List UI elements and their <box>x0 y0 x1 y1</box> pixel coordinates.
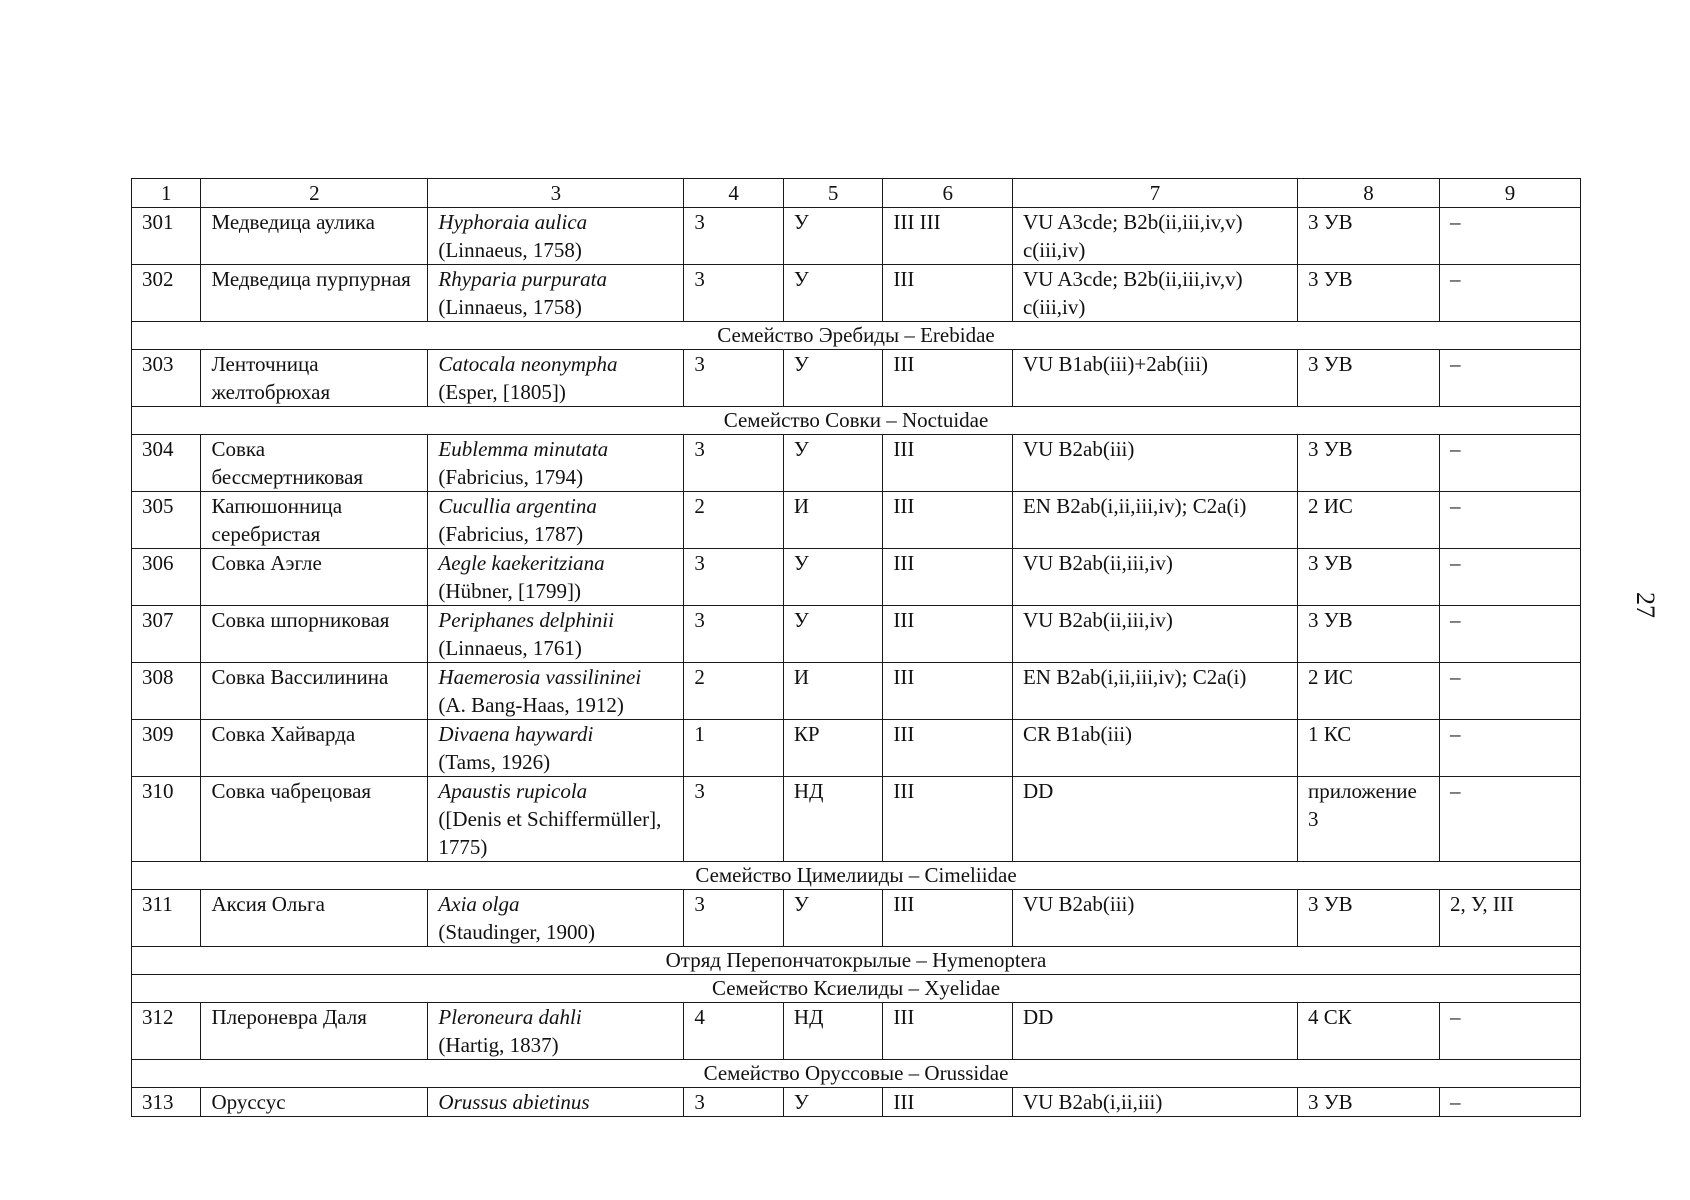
federal-status-cell: – <box>1439 1003 1580 1060</box>
column-number-cell: 7 <box>1012 179 1297 208</box>
column-number-cell: 5 <box>783 179 883 208</box>
table-row <box>132 663 1581 720</box>
rarity-class-cell: 3 УВ <box>1298 606 1440 663</box>
rarity-class-cell: 3 УВ <box>1298 890 1440 947</box>
table-row <box>132 435 1581 492</box>
status-cell: НД <box>783 1003 883 1060</box>
species-author: ([Denis et Schiffermüller], 1775) <box>438 807 662 859</box>
latin-species-name: Pleroneura dahli <box>438 1005 582 1029</box>
species-author: (Hübner, [1799]) <box>438 579 582 603</box>
rarity-class-cell: 2 ИС <box>1298 492 1440 549</box>
table-row <box>132 350 1581 407</box>
row-number: 310 <box>132 777 201 862</box>
latin-species-name: Haemerosia vassilininei <box>438 665 642 689</box>
column-number-row <box>132 179 1581 208</box>
category-cell: 2 <box>684 492 784 549</box>
category-cell: 2 <box>684 663 784 720</box>
latin-species-name: Hyphoraia aulica <box>438 210 588 234</box>
taxon-group-row <box>132 407 1581 435</box>
taxon-group-title: Семейство Ксиелиды – Xyelidae <box>132 975 1581 1003</box>
taxon-group-row <box>132 947 1581 975</box>
priority-cell: III <box>883 435 1013 492</box>
priority-cell: III <box>883 663 1013 720</box>
iucn-criteria-cell: VU B1ab(iii)+2ab(iii) <box>1012 350 1297 407</box>
iucn-criteria-cell: DD <box>1012 1003 1297 1060</box>
row-number: 312 <box>132 1003 201 1060</box>
species-author: (Esper, [1805]) <box>438 380 566 404</box>
rarity-class-cell: 2 ИС <box>1298 663 1440 720</box>
priority-cell: III <box>883 1088 1013 1117</box>
federal-status-cell: – <box>1439 208 1580 265</box>
latin-species-name: Cucullia argentina <box>438 494 597 518</box>
column-number-cell: 2 <box>201 179 428 208</box>
column-number-cell: 6 <box>883 179 1013 208</box>
russian-name: Капюшонница серебристая <box>201 492 428 549</box>
category-cell: 3 <box>684 1088 784 1117</box>
category-cell: 1 <box>684 720 784 777</box>
status-cell: У <box>783 606 883 663</box>
taxon-group-title: Семейство Оруссовые – Orussidae <box>132 1060 1581 1088</box>
category-cell: 3 <box>684 606 784 663</box>
russian-name: Медведица пурпурная <box>201 265 428 322</box>
iucn-criteria-cell: VU B2ab(iii) <box>1012 435 1297 492</box>
federal-status-cell: – <box>1439 265 1580 322</box>
row-number: 305 <box>132 492 201 549</box>
table-row <box>132 492 1581 549</box>
column-number-cell: 3 <box>428 179 684 208</box>
priority-cell: III III <box>883 208 1013 265</box>
latin-name-cell <box>428 1003 684 1060</box>
priority-cell: III <box>883 777 1013 862</box>
russian-name: Аксия Ольга <box>201 890 428 947</box>
row-number: 309 <box>132 720 201 777</box>
latin-species-name: Eublemma minutata <box>438 437 609 461</box>
federal-status-cell: – <box>1439 492 1580 549</box>
status-cell: У <box>783 890 883 947</box>
species-author: (Tams, 1926) <box>438 750 551 774</box>
table-row <box>132 777 1581 862</box>
table-row <box>132 1088 1581 1117</box>
latin-name-cell <box>428 777 684 862</box>
federal-status-cell: – <box>1439 1088 1580 1117</box>
table-body <box>132 179 1581 1117</box>
latin-name-cell <box>428 265 684 322</box>
status-cell: У <box>783 265 883 322</box>
latin-species-name: Catocala neonympha <box>438 352 618 376</box>
rarity-class-cell: приложение 3 <box>1298 777 1440 862</box>
federal-status-cell: – <box>1439 350 1580 407</box>
rarity-class-cell: 3 УВ <box>1298 435 1440 492</box>
latin-name-cell <box>428 492 684 549</box>
iucn-criteria-cell: CR B1ab(iii) <box>1012 720 1297 777</box>
species-author: (Linnaeus, 1761) <box>438 636 582 660</box>
rarity-class-cell: 3 УВ <box>1298 1088 1440 1117</box>
column-number-cell: 1 <box>132 179 201 208</box>
rarity-class-cell: 1 КС <box>1298 720 1440 777</box>
taxon-group-row <box>132 1060 1581 1088</box>
table-row <box>132 208 1581 265</box>
russian-name: Совка Аэгле <box>201 549 428 606</box>
column-number-cell: 8 <box>1298 179 1440 208</box>
rarity-class-cell: 4 СК <box>1298 1003 1440 1060</box>
federal-status-cell: – <box>1439 720 1580 777</box>
priority-cell: III <box>883 1003 1013 1060</box>
latin-species-name: Aegle kaekeritziana <box>438 551 605 575</box>
federal-status-cell: – <box>1439 606 1580 663</box>
russian-name: Совка бессмертниковая <box>201 435 428 492</box>
russian-name: Совка чабрецовая <box>201 777 428 862</box>
latin-species-name: Apaustis rupicola <box>438 779 588 803</box>
latin-species-name: Orussus abietinus <box>438 1090 590 1114</box>
row-number: 307 <box>132 606 201 663</box>
priority-cell: III <box>883 890 1013 947</box>
category-cell: 3 <box>684 435 784 492</box>
latin-name-cell <box>428 606 684 663</box>
table-row <box>132 265 1581 322</box>
taxon-group-row <box>132 862 1581 890</box>
category-cell: 3 <box>684 208 784 265</box>
taxon-group-row <box>132 322 1581 350</box>
priority-cell: III <box>883 350 1013 407</box>
iucn-criteria-cell: VU B2ab(ii,iii,iv) <box>1012 606 1297 663</box>
priority-cell: III <box>883 720 1013 777</box>
federal-status-cell: – <box>1439 435 1580 492</box>
species-author: (Fabricius, 1794) <box>438 465 584 489</box>
status-cell: У <box>783 350 883 407</box>
category-cell: 3 <box>684 265 784 322</box>
russian-name: Оруссус <box>201 1088 428 1117</box>
latin-name-cell <box>428 208 684 265</box>
row-number: 306 <box>132 549 201 606</box>
table-row <box>132 606 1581 663</box>
rarity-class-cell: 3 УВ <box>1298 208 1440 265</box>
latin-name-cell <box>428 435 684 492</box>
taxon-group-row <box>132 975 1581 1003</box>
category-cell: 3 <box>684 777 784 862</box>
table-row <box>132 890 1581 947</box>
rarity-class-cell: 3 УВ <box>1298 350 1440 407</box>
federal-status-cell: 2, У, III <box>1439 890 1580 947</box>
species-author: (Staudinger, 1900) <box>438 920 596 944</box>
table-row <box>132 549 1581 606</box>
column-number-cell: 4 <box>684 179 784 208</box>
priority-cell: III <box>883 549 1013 606</box>
priority-cell: III <box>883 265 1013 322</box>
iucn-criteria-cell: VU A3cde; B2b(ii,iii,iv,v) c(iii,iv) <box>1012 208 1297 265</box>
federal-status-cell: – <box>1439 777 1580 862</box>
russian-name: Совка Вассилинина <box>201 663 428 720</box>
taxon-group-title: Отряд Перепончатокрылые – Hymenoptera <box>132 947 1581 975</box>
iucn-criteria-cell: VU B2ab(iii) <box>1012 890 1297 947</box>
red-book-species-table <box>131 178 1581 1117</box>
status-cell: КР <box>783 720 883 777</box>
federal-status-cell: – <box>1439 663 1580 720</box>
row-number: 304 <box>132 435 201 492</box>
latin-species-name: Axia olga <box>438 892 520 916</box>
iucn-criteria-cell: EN B2ab(i,ii,iii,iv); C2a(i) <box>1012 663 1297 720</box>
iucn-criteria-cell: DD <box>1012 777 1297 862</box>
taxon-group-title: Семейство Цимелииды – Cimeliidae <box>132 862 1581 890</box>
status-cell: И <box>783 663 883 720</box>
row-number: 313 <box>132 1088 201 1117</box>
species-author: (Linnaeus, 1758) <box>438 238 582 262</box>
category-cell: 3 <box>684 549 784 606</box>
rarity-class-cell: 3 УВ <box>1298 549 1440 606</box>
latin-name-cell <box>428 350 684 407</box>
species-author: (A. Bang-Haas, 1912) <box>438 693 624 717</box>
row-number: 303 <box>132 350 201 407</box>
status-cell: У <box>783 208 883 265</box>
priority-cell: III <box>883 606 1013 663</box>
iucn-criteria-cell: VU A3cde; B2b(ii,iii,iv,v) c(iii,iv) <box>1012 265 1297 322</box>
status-cell: И <box>783 492 883 549</box>
status-cell: У <box>783 1088 883 1117</box>
latin-species-name: Divaena haywardi <box>438 722 594 746</box>
latin-species-name: Rhyparia purpurata <box>438 267 608 291</box>
latin-name-cell <box>428 1088 684 1117</box>
iucn-criteria-cell: VU B2ab(i,ii,iii) <box>1012 1088 1297 1117</box>
page-number: 27 <box>1631 592 1660 618</box>
taxon-group-title: Семейство Совки – Noctuidae <box>132 407 1581 435</box>
latin-species-name: Periphanes delphinii <box>438 608 614 632</box>
status-cell: НД <box>783 777 883 862</box>
column-number-cell: 9 <box>1439 179 1580 208</box>
species-author: (Hartig, 1837) <box>438 1033 559 1057</box>
species-author: (Linnaeus, 1758) <box>438 295 582 319</box>
latin-name-cell <box>428 890 684 947</box>
status-cell: У <box>783 435 883 492</box>
row-number: 311 <box>132 890 201 947</box>
latin-name-cell <box>428 549 684 606</box>
russian-name: Ленточница желтобрюхая <box>201 350 428 407</box>
russian-name: Совка шпорниковая <box>201 606 428 663</box>
rarity-class-cell: 3 УВ <box>1298 265 1440 322</box>
iucn-criteria-cell: EN B2ab(i,ii,iii,iv); C2a(i) <box>1012 492 1297 549</box>
federal-status-cell: – <box>1439 549 1580 606</box>
row-number: 301 <box>132 208 201 265</box>
table-row <box>132 720 1581 777</box>
row-number: 308 <box>132 663 201 720</box>
category-cell: 4 <box>684 1003 784 1060</box>
category-cell: 3 <box>684 890 784 947</box>
species-author: (Fabricius, 1787) <box>438 522 584 546</box>
latin-name-cell <box>428 663 684 720</box>
russian-name: Медведица аулика <box>201 208 428 265</box>
latin-name-cell <box>428 720 684 777</box>
russian-name: Совка Хайварда <box>201 720 428 777</box>
russian-name: Плероневра Даля <box>201 1003 428 1060</box>
iucn-criteria-cell: VU B2ab(ii,iii,iv) <box>1012 549 1297 606</box>
status-cell: У <box>783 549 883 606</box>
priority-cell: III <box>883 492 1013 549</box>
row-number: 302 <box>132 265 201 322</box>
table-row <box>132 1003 1581 1060</box>
category-cell: 3 <box>684 350 784 407</box>
taxon-group-title: Семейство Эребиды – Erebidae <box>132 322 1581 350</box>
